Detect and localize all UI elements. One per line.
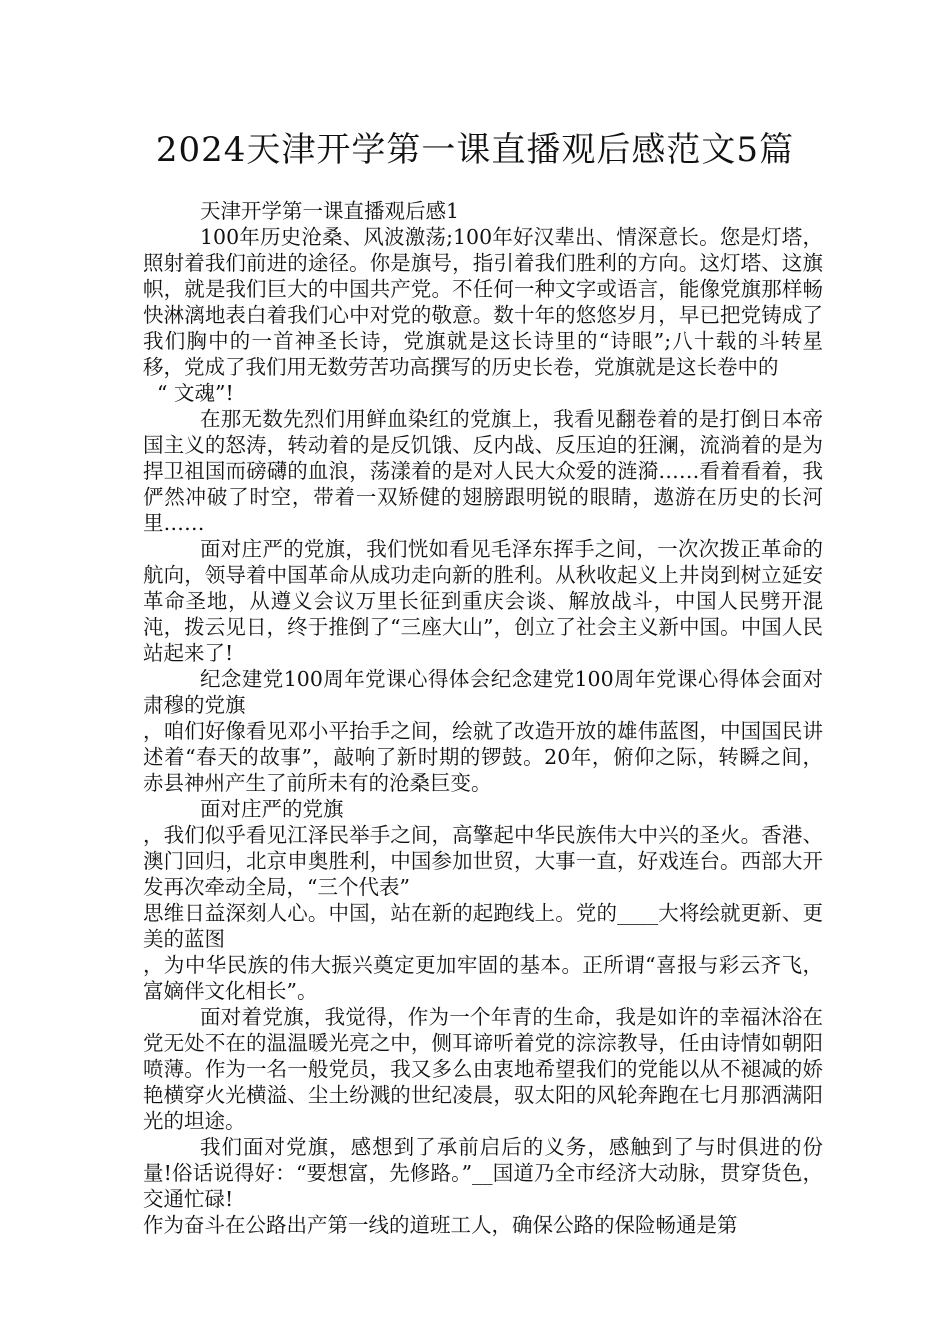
paragraph: 在那无数先烈们用鲜血染红的党旗上，我看见翻卷着的是打倒日本帝国主义的怒涛，转动着的是反饥饿、反内战、反压迫的狂澜，流淌着的是为捍卫祖国而磅礴的血浪，荡漾着的是对人民大众爱的涟漪……看着看着，我俨然冲破了时空，带着一双矫健的翅膀跟明锐的眼睛，遨游在历史的长河里…… (143, 407, 823, 535)
paragraph: 100年历史沧桑、风波激荡;100年好汉辈出、情深意长。您是灯塔，照射着我们前进的途径。你是旗号，指引着我们胜利的方向。这灯塔、这旗帜，就是我们巨大的中国共产党。不任何一种文字或语言，能像党旗那样畅快淋漓地表白着我们心中对党的敬意。数十年的悠悠岁月，早已把党铸成了我们胸中的一首神圣长诗，党旗就是这长诗里的“诗眼”;八十载的斗转星移，党成了我们用无数劳苦功高撰写的历史长卷，党旗就是这长卷中的 (143, 225, 823, 379)
document-body (143, 198, 823, 1238)
paragraph: 面对庄严的党旗 (200, 797, 344, 821)
paragraph: 思维日益深刻人心。中国，站在新的起跑线上。党的____大将绘就更新、更美的蓝图 (143, 901, 823, 951)
paragraph: ，咱们好像看见邓小平抬手之间，绘就了改造开放的雄伟蓝图，中国国民讲述着“春天的故事”，敲响了新时期的锣鼓。20年，俯仰之际，转瞬之间，赤县神州产生了前所未有的沧桑巨变。 (143, 719, 823, 795)
paragraph: “ 文魂”! (157, 381, 234, 405)
paragraph: 面对庄严的党旗，我们恍如看见毛泽东挥手之间，一次次拨正革命的航向，领导着中国革命从成功走向新的胜利。从秋收起义上井岗到树立延安革命圣地，从遵义会议万里长征到重庆会谈、解放战斗，中国人民劈开混沌，拨云见日，终于推倒了“三座大山”，创立了社会主义新中国。中国人民站起来了! (143, 537, 823, 665)
paragraph: 纪念建党100周年党课心得体会纪念建党100周年党课心得体会面对肃穆的党旗 (143, 667, 823, 717)
document-title: 2024天津开学第一课直播观后感范文5篇 (155, 130, 795, 170)
paragraph: ，我们似乎看见江泽民举手之间，高擎起中华民族伟大中兴的圣火。香港、澳门回归，北京申奥胜利，中国参加世贸，大事一直，好戏连台。西部大开发再次牵动全局，“三个代表” (143, 823, 823, 899)
paragraph: ，为中华民族的伟大振兴奠定更加牢固的基本。正所谓“喜报与彩云齐飞，富嫡伴文化相长”。 (143, 953, 823, 1003)
paragraph: 我们面对党旗，感想到了承前启后的义务，感触到了与时俱进的份量!俗话说得好：“要想富，先修路。”__国道乃全市经济大动脉，贯穿货色，交通忙碌! (143, 1135, 823, 1211)
paragraph: 作为奋斗在公路出产第一线的道班工人，确保公路的保险畅通是第 (143, 1213, 738, 1237)
paragraph: 面对着党旗，我觉得，作为一个年青的生命，我是如许的幸福沐浴在党无处不在的温温暖光亮之中，侧耳谛听着党的淙淙教导，任由诗情如朝阳喷薄。作为一名一般党员，我又多么由衷地希望我们的党能以从不褪减的娇艳横穿火光横溢、尘土纷溅的世纪凌晨，驭太阳的风轮奔跑在七月那洒满阳光的坦途。 (143, 1005, 823, 1133)
section-heading: 天津开学第一课直播观后感1 (200, 199, 460, 223)
